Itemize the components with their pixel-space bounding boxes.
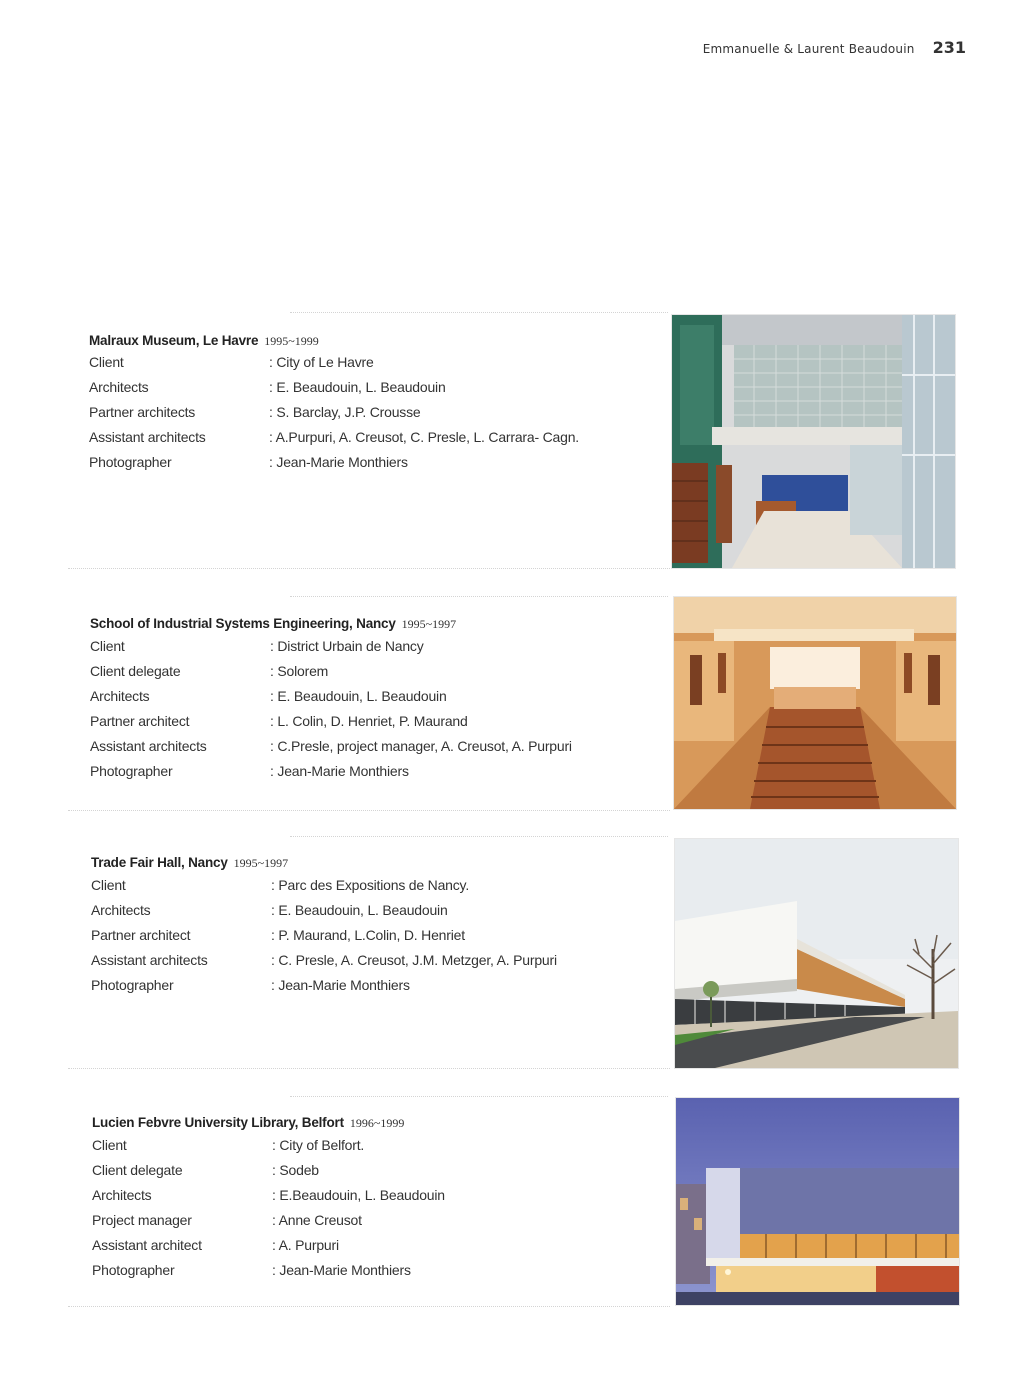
credit-value: : City of Belfort. [272, 1137, 364, 1162]
credit-row [90, 638, 572, 663]
credits-list [92, 1137, 445, 1287]
credit-role: Assistant architects [91, 952, 208, 968]
credit-value: : C.Presle, project manager, A. Creusot, A. Purpuri [270, 738, 572, 763]
project-years: 1995~1997 [233, 856, 289, 870]
project-title: Lucien Febvre University Library, Belfort [92, 1115, 344, 1130]
credit-row [90, 738, 572, 763]
credit-value: : Jean-Marie Monthiers [269, 454, 408, 479]
credits-list [90, 638, 572, 788]
credit-value: : E. Beaudouin, L. Beaudouin [270, 688, 447, 713]
top-rule [290, 596, 668, 597]
top-rule [290, 312, 668, 313]
credit-role: Photographer [92, 1262, 175, 1278]
project-title: School of Industrial Systems Engineering, Nancy [90, 616, 396, 631]
credit-value: : A. Purpuri [272, 1237, 339, 1262]
credit-row [90, 663, 572, 688]
credit-value: : C. Presle, A. Creusot, J.M. Metzger, A. Purpuri [271, 952, 557, 977]
project-title-line [91, 854, 288, 872]
credit-row [89, 404, 579, 429]
credit-value: : Sodeb [272, 1162, 319, 1187]
credit-row [92, 1187, 445, 1212]
credit-role: Client [91, 877, 126, 893]
credit-row [90, 713, 572, 738]
credit-row [92, 1262, 445, 1287]
credit-value: : E. Beaudouin, L. Beaudouin [269, 379, 446, 404]
school-hall-photo [673, 596, 957, 810]
credit-value: : E.Beaudouin, L. Beaudouin [272, 1187, 445, 1212]
credit-value: : A.Purpuri, A. Creusot, C. Presle, L. Carrara- Cagn. [269, 429, 579, 454]
bottom-rule [68, 1068, 670, 1069]
credit-value: : L. Colin, D. Henriet, P. Maurand [270, 713, 468, 738]
credit-row [89, 454, 579, 479]
top-rule [290, 1096, 668, 1097]
credit-role: Partner architect [91, 927, 191, 943]
project-years: 1996~1999 [349, 1116, 405, 1130]
project-school-industrial-systems [0, 596, 1024, 812]
credit-role: Photographer [89, 454, 172, 470]
top-rule [290, 836, 668, 837]
running-head-author: Emmanuelle & Laurent Beaudouin [702, 42, 915, 56]
credit-row [91, 952, 557, 977]
credits-list [91, 877, 557, 1002]
project-title: Trade Fair Hall, Nancy [91, 855, 228, 870]
credit-row [91, 902, 557, 927]
credit-value: : E. Beaudouin, L. Beaudouin [271, 902, 448, 927]
credit-role: Photographer [90, 763, 173, 779]
project-lucien-febvre-library [0, 1096, 1024, 1308]
credit-role: Architects [89, 379, 149, 395]
credit-role: Assistant architects [89, 429, 206, 445]
credit-role: Architects [91, 902, 151, 918]
credit-role: Client [92, 1137, 127, 1153]
project-title-line [92, 1114, 404, 1132]
credit-value: : Jean-Marie Monthiers [272, 1262, 411, 1287]
credit-row [90, 763, 572, 788]
credit-value: : Parc des Expositions de Nancy. [271, 877, 469, 902]
project-malraux-museum [0, 312, 1024, 570]
credit-role: Architects [92, 1187, 152, 1203]
credit-value: : S. Barclay, J.P. Crousse [269, 404, 420, 429]
project-title-line [89, 332, 319, 350]
bottom-rule [68, 810, 670, 811]
credit-role: Photographer [91, 977, 174, 993]
credit-value: : District Urbain de Nancy [270, 638, 424, 663]
credit-role: Assistant architects [90, 738, 207, 754]
library-dusk-photo [675, 1097, 960, 1306]
credit-row [89, 429, 579, 454]
credit-value: : Jean-Marie Monthiers [270, 763, 409, 788]
credit-value: : P. Maurand, L.Colin, D. Henriet [271, 927, 465, 952]
credit-role: Partner architect [90, 713, 190, 729]
credit-row [91, 977, 557, 1002]
project-years: 1995~1997 [401, 617, 457, 631]
credit-row [92, 1162, 445, 1187]
bottom-rule [68, 1306, 670, 1307]
bottom-rule [68, 568, 670, 569]
credit-role: Partner architects [89, 404, 196, 420]
credit-value: : City of Le Havre [269, 354, 374, 379]
credit-role: Client [90, 638, 125, 654]
credit-row [91, 877, 557, 902]
credit-role: Project manager [92, 1212, 192, 1228]
credit-row [89, 354, 579, 379]
credit-role: Client delegate [92, 1162, 183, 1178]
credit-value: : Solorem [270, 663, 328, 688]
credit-role: Architects [90, 688, 150, 704]
page-number: 231 [932, 38, 966, 57]
credit-row [92, 1137, 445, 1162]
museum-interior-photo [671, 314, 956, 569]
credit-row [91, 927, 557, 952]
credit-role: Client [89, 354, 124, 370]
credit-role: Assistant architect [92, 1237, 202, 1253]
credit-role: Client delegate [90, 663, 181, 679]
credit-row [89, 379, 579, 404]
running-head [703, 38, 966, 57]
credit-row [92, 1212, 445, 1237]
project-trade-fair-hall [0, 836, 1024, 1070]
trade-fair-hall-photo [674, 838, 959, 1069]
project-title-line [90, 615, 456, 633]
credit-row [92, 1237, 445, 1262]
project-title: Malraux Museum, Le Havre [89, 333, 259, 348]
credit-value: : Jean-Marie Monthiers [271, 977, 410, 1002]
credit-value: : Anne Creusot [272, 1212, 362, 1237]
project-years: 1995~1999 [264, 334, 319, 348]
credits-list [89, 354, 579, 479]
credit-row [90, 688, 572, 713]
